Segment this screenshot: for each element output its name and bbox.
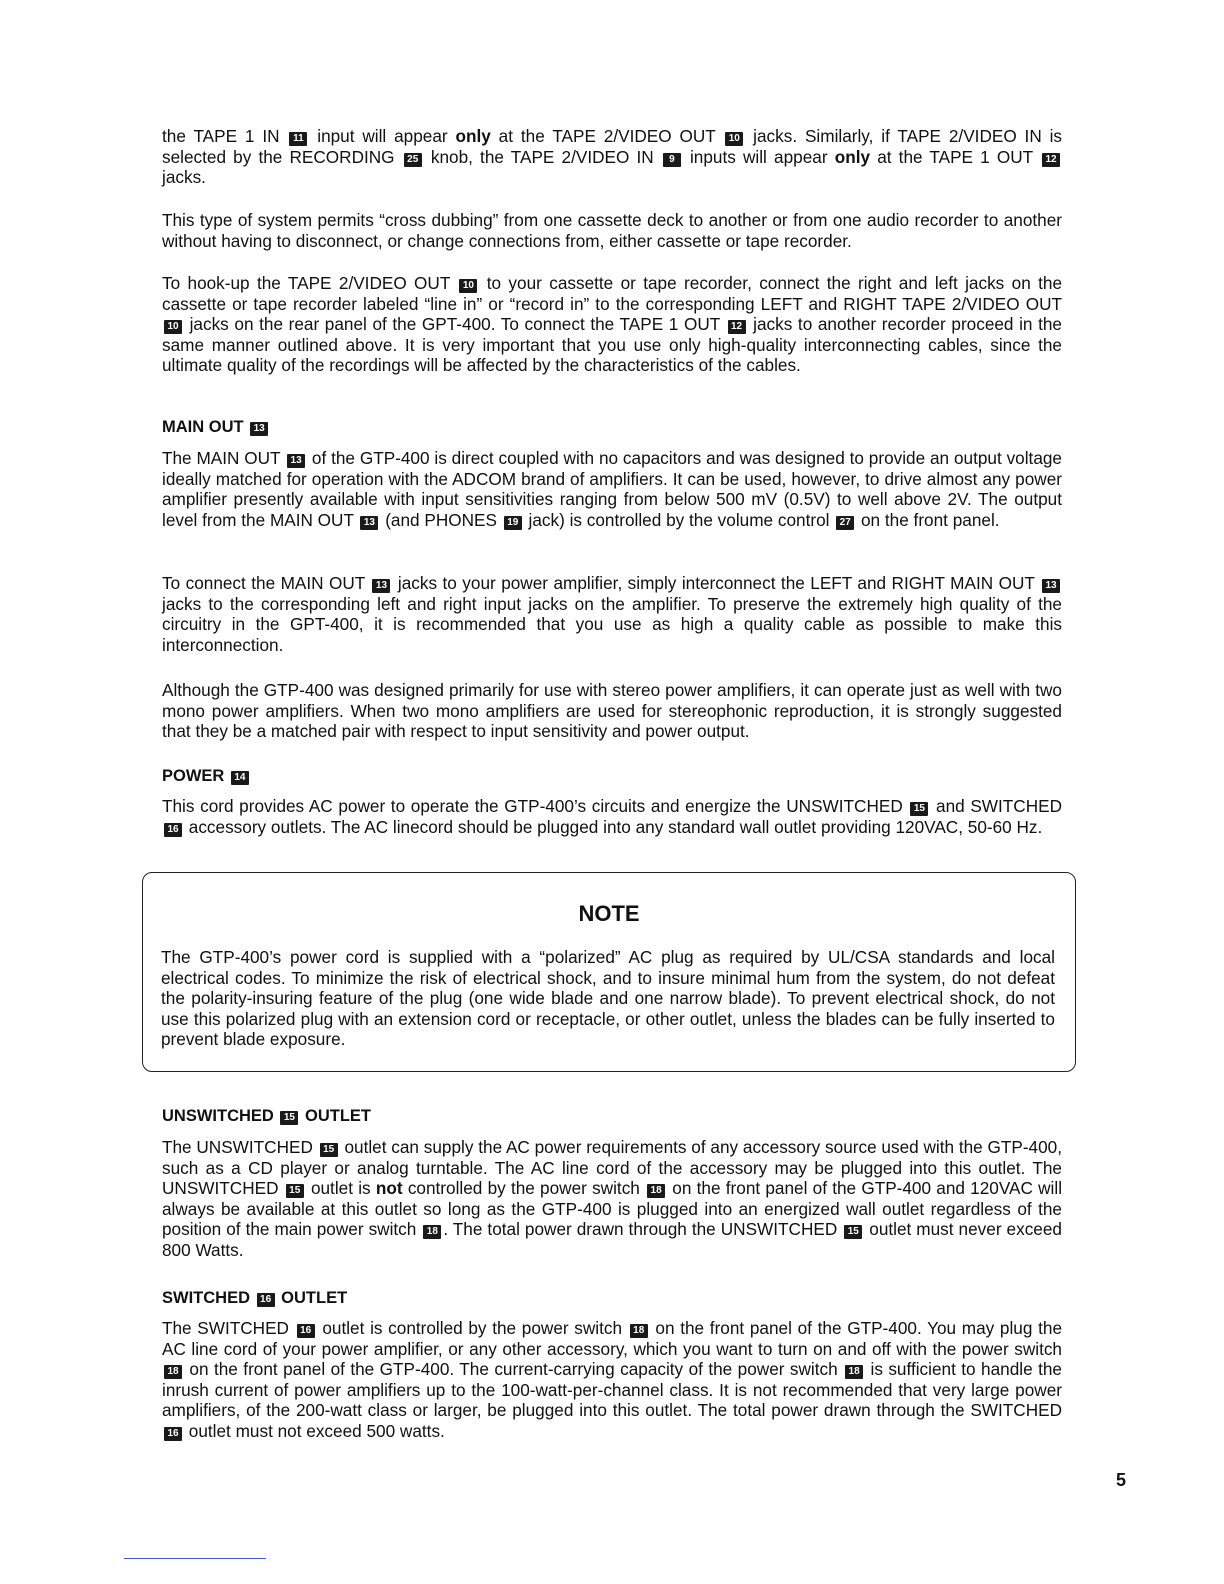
callout-number-12-icon: 12: [728, 320, 746, 334]
callout-number-16-icon: 16: [257, 1293, 275, 1307]
note-text: The GTP-400’s power cord is supplied with a “polarized” AC plug as required by UL/CSA standards and local electrical codes. To minimize the risk of electrical shock, and to insure minimal hum from the system, do not defeat the polarity-insuring feature of the plug (one wide blade and one narrow blade). To prevent electrical shock, do not use this polarized plug with an extension cord or receptacle, or other outlet, unless the blades can be fully inserted to prevent blade exposure.: [161, 947, 1055, 1049]
paragraph-switched-outlet: The SWITCHED 16 outlet is controlled by the power switch 18 on the front panel of the GTP-400. You may plug the AC line cord of your power amplifier, or any other accessory, which you want to turn on and off with the power switch 18 on the front panel of the GTP-400. The current-carrying capacity of the power switch 18 is sufficient to handle the inrush current of power amplifiers up to the 100-watt-per-channel class. It is not recommended that very large power amplifiers, of the 200-watt class or larger, be plugged into this outlet. The total power drawn through the SWITCHED 16 outlet must not exceed 500 watts.: [162, 1318, 1063, 1441]
callout-number-18-icon: 18: [630, 1324, 648, 1338]
callout-number-18-icon: 18: [164, 1365, 182, 1379]
callout-number-13-icon: 13: [287, 454, 305, 468]
paragraph-tape-routing: the TAPE 1 IN 11 input will appear only at the TAPE 2/VIDEO OUT 10 jacks. Similarly, if TAPE 2/VIDEO IN is selected by the RECORDING 25 knob, the TAPE 2/VIDEO IN 9 inputs will appear only at the TAPE 1 OUT 12 jacks.: [162, 126, 1063, 187]
note-box: [142, 872, 1076, 1072]
callout-number-10-icon: 10: [725, 132, 743, 146]
paragraph-main-out-description: The MAIN OUT 13 of the GTP-400 is direct coupled with no capacitors and was designed to provide an output voltage ideally matched for operation with the ADCOM brand of amplifiers. It can be used, however, to drive almost any power amplifier presently available with input sensitivities ranging from below 500 mV (0.5V) to well above 2V. The output level from the MAIN OUT 13 (and PHONES 19 jack) is controlled by the volume control 27 on the front panel.: [162, 448, 1062, 530]
callout-number-18-icon: 18: [647, 1184, 665, 1198]
callout-number-13-icon: 13: [372, 579, 390, 593]
callout-number-11-icon: 11: [289, 132, 307, 146]
callout-number-18-icon: 18: [423, 1225, 441, 1239]
callout-number-13-icon: 13: [360, 516, 378, 530]
callout-number-9-icon: 9: [663, 153, 681, 167]
footer-rule: [124, 1558, 266, 1559]
callout-number-14-icon: 14: [231, 771, 249, 785]
callout-number-12-icon: 12: [1042, 153, 1060, 167]
callout-number-19-icon: 19: [504, 516, 522, 530]
heading-unswitched-outlet: UNSWITCHED 15 OUTLET: [162, 1107, 371, 1125]
page-number: 5: [1116, 1470, 1127, 1490]
callout-number-15-icon: 15: [280, 1111, 298, 1125]
heading-switched-outlet: SWITCHED 16 OUTLET: [162, 1289, 348, 1307]
paragraph-power-cord: This cord provides AC power to operate the GTP-400’s circuits and energize the UNSWITCHED 15 and SWITCHED 16 accessory outlets. The AC linecord should be plugged into any standard wall outlet providing 120VAC, 50-60 Hz.: [162, 796, 1063, 837]
emphasis-text: only: [834, 146, 871, 167]
paragraph-unswitched-outlet: The UNSWITCHED 15 outlet can supply the AC power requirements of any accessory source used with the GTP-400, such as a CD player or analog turntable. The AC line cord of the accessory may be plugged into this outlet. The UNSWITCHED 15 outlet is not controlled by the power switch 18 on the front panel of the GTP-400 and 120VAC will always be available at this outlet so long as the GTP-400 is plugged into an energized wall outlet regardless of the position of the main power switch 18 . The total power drawn through the UNSWITCHED 15 outlet must never exceed 800 Watts.: [162, 1137, 1063, 1260]
callout-number-25-icon: 25: [404, 153, 422, 167]
callout-number-15-icon: 15: [286, 1184, 304, 1198]
heading-power: POWER 14: [162, 766, 251, 786]
callout-number-18-icon: 18: [845, 1365, 863, 1379]
note-title: NOTE: [578, 901, 640, 926]
emphasis-text: not: [375, 1178, 403, 1198]
callout-number-10-icon: 10: [164, 320, 182, 334]
paragraph-main-out-connection: To connect the MAIN OUT 13 jacks to your power amplifier, simply interconnect the LEFT and RIGHT MAIN OUT 13 jacks to the corresponding left and right input jacks on the amplifier. To preserve the extremely high quality of the circuitry in the GPT-400, it is recommended that you use as high a quality cable as possible to make this interconnection.: [162, 573, 1062, 655]
callout-number-16-icon: 16: [164, 1427, 182, 1441]
callout-number-15-icon: 15: [844, 1225, 862, 1239]
callout-number-27-icon: 27: [836, 516, 854, 530]
callout-number-16-icon: 16: [297, 1324, 315, 1338]
callout-number-13-icon: 13: [250, 422, 268, 436]
heading-main-out: MAIN OUT 13: [162, 417, 270, 437]
callout-number-10-icon: 10: [459, 279, 477, 293]
callout-number-15-icon: 15: [320, 1143, 338, 1157]
emphasis-text: only: [455, 126, 491, 146]
callout-number-15-icon: 15: [910, 802, 928, 816]
paragraph-mono-amplifiers: Although the GTP-400 was designed primarily for use with stereo power amplifiers, it can operate just as well with two mono power amplifiers. When two mono amplifiers are used for stereophonic reproduction, it is strongly suggested that they be a matched pair with respect to input sensitivity and power output.: [162, 680, 1062, 741]
paragraph-tape-hookup: To hook-up the TAPE 2/VIDEO OUT 10 to your cassette or tape recorder, connect the right and left jacks on the cassette or tape recorder labeled “line in” or “record in” to the corresponding LEFT and RIGHT TAPE 2/VIDEO OUT 10 jacks on the rear panel of the GPT-400. To connect the TAPE 1 OUT 12 jacks to another recorder proceed in the same manner outlined above. It is very important that you use only high-quality interconnecting cables, since the ultimate quality of the recordings will be affected by the characteristics of the cables.: [162, 273, 1062, 375]
callout-number-16-icon: 16: [164, 823, 182, 837]
callout-number-13-icon: 13: [1042, 579, 1060, 593]
paragraph-cross-dubbing: This type of system permits “cross dubbing” from one cassette deck to another or from one audio recorder to another without having to disconnect, or change connections from, either cassette or tape recorder.: [162, 210, 1062, 251]
